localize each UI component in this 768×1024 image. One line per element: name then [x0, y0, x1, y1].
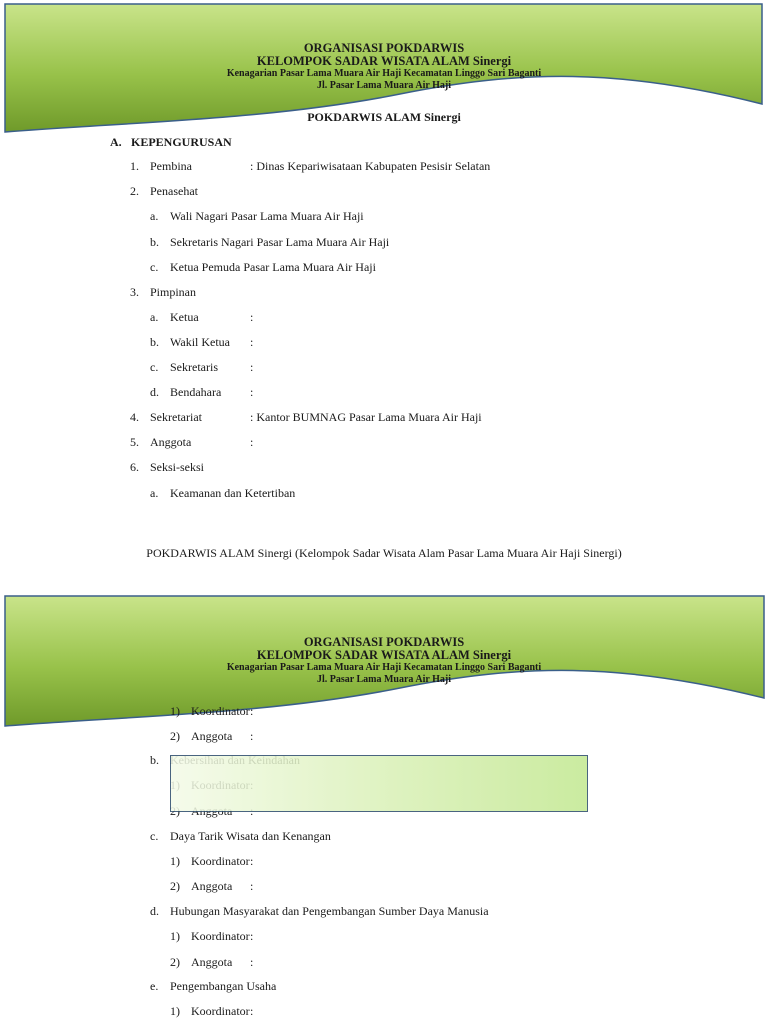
section-heading: KEPENGURUSAN: [131, 135, 232, 149]
list-item-label: Daya Tarik Wisata dan Kenangan: [170, 829, 331, 843]
list-item-label: Sekretaris Nagari Pasar Lama Muara Air Haji: [170, 235, 390, 249]
list-item-label: Anggota: [191, 879, 233, 893]
list-item-number: 1): [170, 854, 180, 868]
list-item-number: c.: [150, 360, 159, 374]
list-item-label: Anggota: [191, 729, 233, 743]
list-item-value: :: [250, 360, 254, 374]
list-item-number: 1): [170, 704, 180, 718]
list-item-number: 2.: [130, 184, 139, 198]
list-item-value: :: [250, 1004, 254, 1018]
page-footer: POKDARWIS ALAM Sinergi (Kelompok Sadar Wisata Alam Pasar Lama Muara Air Haji Sinergi): [146, 546, 622, 560]
banner-address-region: Kenagarian Pasar Lama Muara Air Haji Kecamatan Linggo Sari Baganti: [226, 68, 542, 79]
list-item-label: Seksi-seksi: [150, 460, 204, 474]
list-item-number: 2): [170, 955, 180, 969]
list-item-number: 1): [170, 929, 180, 943]
green-shape-overlay: [170, 755, 588, 812]
list-item-label: Keamanan dan Ketertiban: [170, 486, 296, 500]
list-item-value: :: [250, 879, 254, 893]
list-item-number: a.: [150, 486, 159, 500]
list-item-label: Ketua Pemuda Pasar Lama Muara Air Haji: [170, 260, 376, 274]
list-item-value: :: [250, 955, 254, 969]
banner-address-street: Jl. Pasar Lama Muara Air Haji: [316, 674, 452, 685]
list-item-label: Wakil Ketua: [170, 335, 231, 349]
list-item-number: 1.: [130, 159, 139, 173]
list-item-value: :: [250, 385, 254, 399]
list-item-number: e.: [150, 979, 159, 993]
list-item-label: Koordinator: [191, 1004, 250, 1018]
list-item-label: Wali Nagari Pasar Lama Muara Air Haji: [170, 209, 364, 223]
list-item-label: Anggota: [191, 955, 233, 969]
list-item-number: a.: [150, 209, 159, 223]
list-item-label: Ketua: [170, 310, 199, 324]
list-item-value: : Dinas Kepariwisataan Kabupaten Pesisir Selatan: [250, 159, 491, 173]
list-item-value: :: [250, 854, 254, 868]
list-item-number: 2): [170, 729, 180, 743]
list-item-label: Pembina: [150, 159, 192, 173]
banner-org-title: ORGANISASI POKDARWIS: [303, 41, 465, 55]
list-item-label: Bendahara: [170, 385, 222, 399]
list-item-label: Penasehat: [150, 184, 198, 198]
list-item-label: Sekretaris: [170, 360, 218, 374]
list-item-number: b.: [150, 753, 159, 767]
list-item-label: Anggota: [150, 435, 192, 449]
list-item-number: 2): [170, 879, 180, 893]
list-item-label: Koordinator: [191, 704, 250, 718]
list-item-number: d.: [150, 385, 159, 399]
list-item-label: Pimpinan: [150, 285, 197, 299]
page-title: POKDARWIS ALAM Sinergi: [307, 110, 461, 124]
list-item-value: :: [250, 704, 254, 718]
list-item-label: Pengembangan Usaha: [170, 979, 277, 993]
list-item-value: :: [250, 310, 254, 324]
list-item-number: 4.: [130, 410, 139, 424]
list-item-value: :: [250, 729, 254, 743]
list-item-number: 3.: [130, 285, 139, 299]
list-item-number: c.: [150, 260, 159, 274]
list-item-label: Koordinator: [191, 929, 250, 943]
list-item-number: 5.: [130, 435, 139, 449]
list-item-value: :: [250, 929, 254, 943]
list-item-value: :: [250, 335, 254, 349]
list-item-label: Koordinator: [191, 854, 250, 868]
list-item-value: : Kantor BUMNAG Pasar Lama Muara Air Haji: [250, 410, 482, 424]
list-item-number: c.: [150, 829, 159, 843]
section-number: A.: [110, 135, 122, 149]
list-item-label: Hubungan Masyarakat dan Pengembangan Sumber Daya Manusia: [170, 904, 489, 918]
banner-group-name: KELOMPOK SADAR WISATA ALAM Sinergi: [256, 648, 512, 662]
banner-group-name: KELOMPOK SADAR WISATA ALAM Sinergi: [256, 54, 512, 68]
list-item-number: b.: [150, 235, 159, 249]
list-item-number: 6.: [130, 460, 139, 474]
list-item-number: a.: [150, 310, 159, 324]
banner-address-street: Jl. Pasar Lama Muara Air Haji: [316, 80, 452, 91]
list-item-number: b.: [150, 335, 159, 349]
list-item-number: 1): [170, 1004, 180, 1018]
banner-address-region: Kenagarian Pasar Lama Muara Air Haji Kecamatan Linggo Sari Baganti: [226, 662, 542, 673]
list-item-label: Sekretariat: [150, 410, 202, 424]
banner-org-title: ORGANISASI POKDARWIS: [303, 635, 465, 649]
list-item-value: :: [250, 435, 254, 449]
list-item-number: d.: [150, 904, 159, 918]
